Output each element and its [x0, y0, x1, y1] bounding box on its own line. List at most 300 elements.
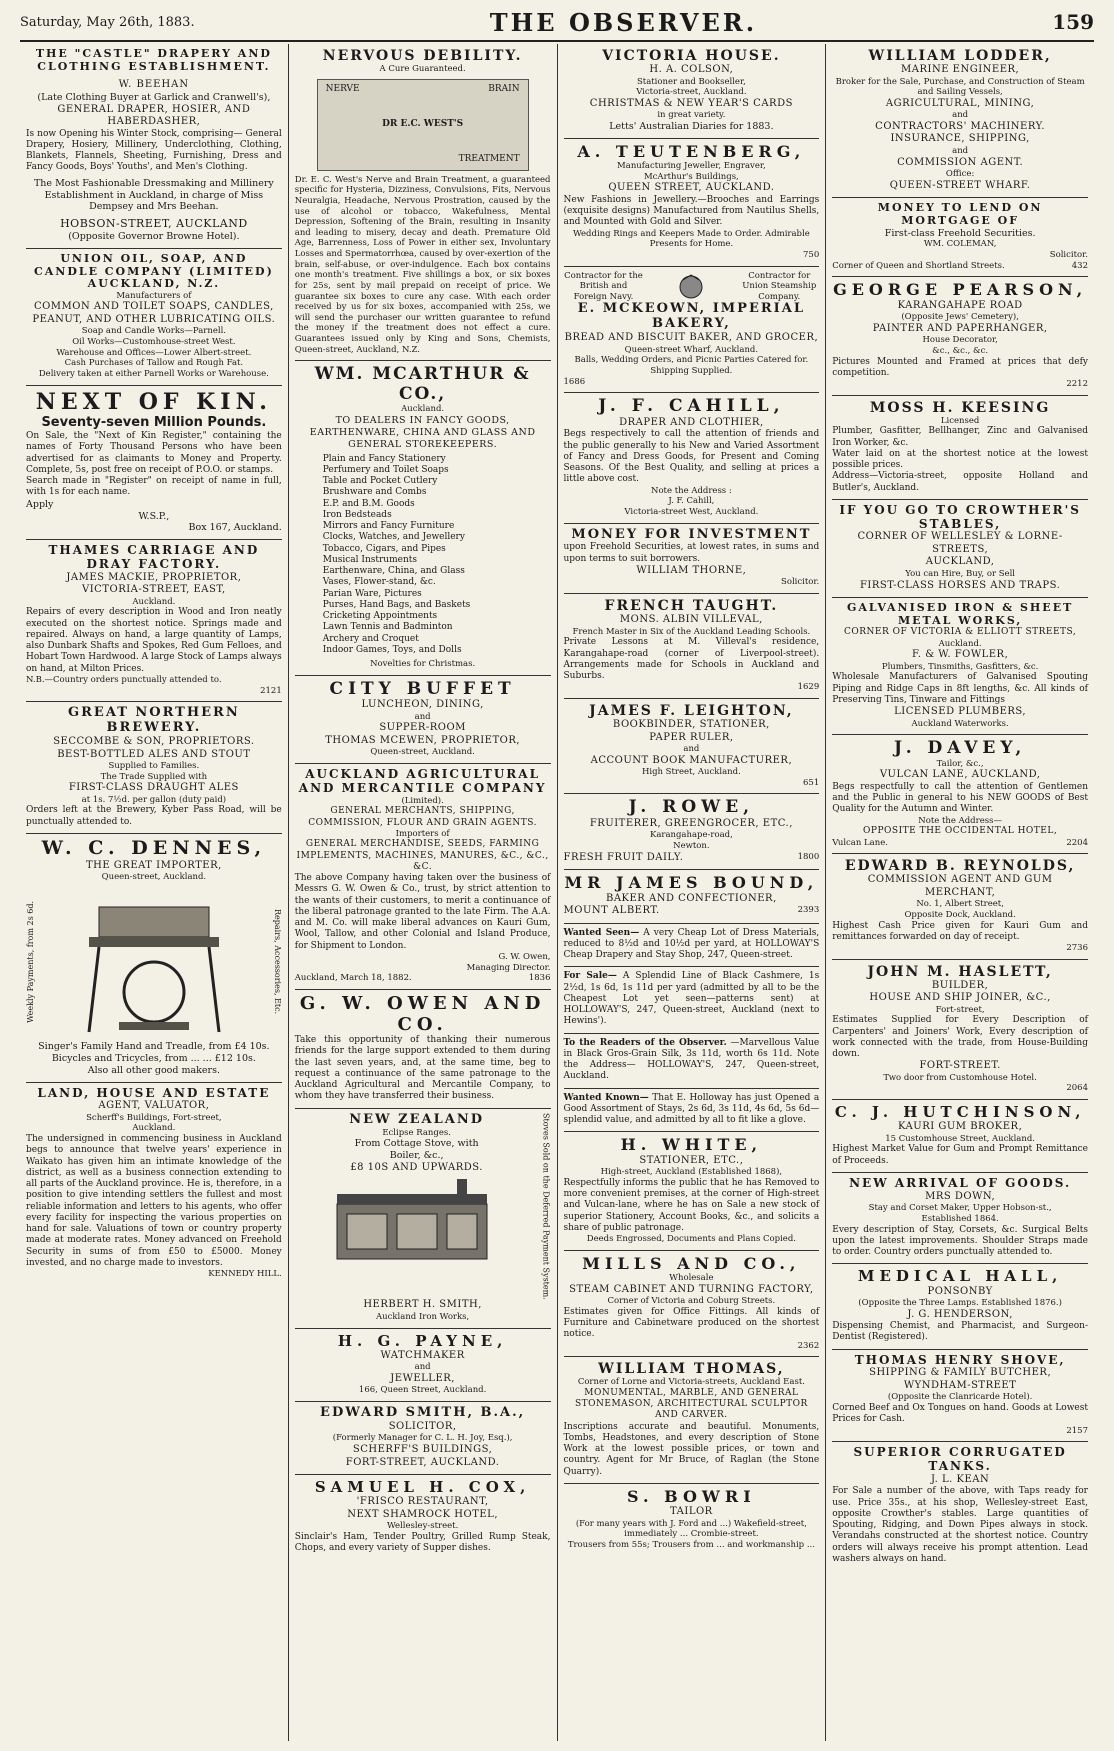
- ad-heading: THAMES CARRIAGE AND DRAY FACTORY.: [48, 543, 260, 572]
- ad-heading: WILLIAM LODDER,: [868, 48, 1052, 64]
- ad-wanted-seen: [564, 924, 820, 968]
- ad-body: Highest Market Value for Gum and Prompt Remittance of Proceeds.: [832, 1144, 1088, 1166]
- list-item: Musical Instruments: [322, 554, 417, 565]
- ad-line: (Opposite Jews' Cemetery),: [901, 312, 1019, 323]
- ad-line: TO DEALERS IN FANCY GOODS, EARTHENWARE, CHINA AND GLASS AND GENERAL STOREKEEPERS.: [309, 415, 536, 450]
- column-2: [289, 44, 558, 1741]
- ad-line: Tailor, &c.,: [936, 758, 984, 769]
- ad-subheading: A Cure Guaranteed.: [379, 64, 466, 75]
- ad-line: Manufacturing Jeweller, Engraver,: [617, 161, 766, 172]
- ad-moss-keesing: [832, 396, 1088, 500]
- ad-line: and: [952, 110, 969, 121]
- contract-note-right: Contractor for Union Steamship Company.: [742, 270, 817, 302]
- ad-line: F. & W. FOWLER,: [911, 649, 1009, 661]
- ad-eclipse-ranges: [295, 1109, 551, 1329]
- ad-line: BAKER AND CONFECTIONER,: [605, 892, 777, 904]
- goods-list: [295, 454, 551, 657]
- ad-heading: Wanted Known—: [563, 1092, 649, 1103]
- ad-for-sale: [564, 967, 820, 1033]
- ad-medical-hall: [832, 1264, 1088, 1349]
- ad-number: 2121: [260, 685, 282, 696]
- ad-line: TAILOR: [670, 1506, 713, 1518]
- issue-date: Saturday, May 26th, 1883.: [20, 14, 195, 30]
- ad-line: and: [414, 1362, 431, 1373]
- page-number: 159: [1052, 10, 1094, 34]
- nerve-brain-illustration: [317, 79, 529, 171]
- ad-line: 15 Customhouse Street, Auckland.: [885, 1133, 1035, 1144]
- ad-heading: J. F. CAHILL,: [598, 396, 785, 417]
- ad-line: Wellesley-street.: [386, 1521, 459, 1532]
- ad-heading: G. W. OWEN AND CO.: [299, 992, 546, 1035]
- ad-line: GENERAL MERCHANTS, SHIPPING, COMMISSION, FLOUR AND GRAIN AGENTS.: [308, 806, 537, 828]
- illustration-label: BRAIN: [488, 83, 520, 94]
- side-text-left: Weekly Payments, from 2s 6d.: [26, 900, 35, 1023]
- ad-heading: IF YOU GO TO CROWTHER'S STABLES,: [839, 502, 1081, 531]
- ad-line: JEWELLER,: [390, 1372, 455, 1384]
- ad-date: Auckland, March 18, 1882.: [294, 973, 412, 984]
- ad-line: STEAM CABINET AND TURNING FACTORY,: [569, 1283, 814, 1295]
- ad-line: (Limited).: [401, 795, 444, 806]
- ad-auckland-agricultural: [295, 764, 551, 990]
- ad-line: Established 1864.: [921, 1213, 999, 1224]
- ad-fowler-metal-works: [832, 598, 1088, 735]
- ad-body: The above Company having taken over the business of Messrs G. W. Owen & Co., trust, by strict attention to the wants of their customers, to merit a continuance of the liberal patronage granted to the late Firm. The A.A. and M. Co. will make liberal advances on Kauri Gum, Wool, Tallow, and other Colonial and Island Produce, for Shipment to London.: [294, 873, 551, 951]
- columns: [20, 44, 1094, 1741]
- ad-line: 'FRISCO RESTAURANT,: [356, 1496, 489, 1508]
- ad-line: Balls, Wedding Orders, and Picnic Parties Catered for. Shipping Supplied.: [574, 355, 809, 377]
- list-item: Brushware and Combs: [322, 487, 427, 498]
- ad-body: A very Cheap Lot of Dress Materials, reduced to 8½d and 10½d per yard, at HOLLOWAY'S Cheap Drapery and Stay Shop, 247, Queen-street.: [563, 927, 820, 961]
- ad-line: STATIONER, ETC.,: [639, 1154, 744, 1166]
- ad-line: CORNER OF VICTORIA & ELLIOTT STREETS,: [843, 627, 1077, 638]
- list-item: Tobacco, Cigars, and Pipes: [322, 543, 446, 554]
- ad-body: New Fashions in Jewellery.—Brooches and Earrings (exquisite designs) Manufactured from Nautilus Shells, and Mounted with Gold and Silver.: [563, 194, 820, 228]
- ad-heading: GREAT NORTHERN BREWERY.: [68, 705, 240, 736]
- ad-body: Take this opportunity of thanking their numerous friends for the large support extended to them during the last seven years, and, at the same time, beg to request a continuance of the same patronage to the Auckland Agricultural and Mercantile Company, to whom they have transferred their business.: [294, 1035, 551, 1102]
- ad-line: SECCOMBE & SON, PROPRIETORS.: [53, 736, 255, 748]
- ad-line: Trousers from 55s; Trousers from ... and workmanship ...: [567, 1540, 815, 1551]
- ad-body: Begs respectfully to call the attention of Gentlemen and the Public in general to his NEW GOODS of Best Quality for the Autumn and Winter.: [832, 781, 1088, 815]
- ad-to-readers: [564, 1034, 820, 1089]
- ad-line: J. G. HENDERSON,: [907, 1308, 1013, 1320]
- ad-heading: THOMAS HENRY SHOVE,: [854, 1352, 1066, 1367]
- ad-line: AGENT, VALUATOR,: [98, 1100, 210, 1112]
- ad-line: and: [683, 744, 700, 755]
- ad-line: Licensed: [940, 415, 980, 426]
- ad-number: 1686: [563, 376, 586, 387]
- ad-line: Note the Address—: [918, 815, 1002, 826]
- ad-heading: MONEY FOR INVESTMENT: [571, 526, 812, 542]
- ad-george-pearson: [832, 277, 1088, 395]
- list-item: Plain and Fancy Stationery: [322, 453, 446, 464]
- ad-mckeown-bakery: [564, 267, 820, 394]
- ad-line: Singer's Family Hand and Treadle, from £4 10s.: [38, 1040, 270, 1052]
- ad-union-oil: [26, 249, 282, 386]
- ad-line: Opposite Dock, Auckland.: [904, 909, 1016, 920]
- ad-rowe: [564, 794, 820, 870]
- ad-line: Letts' Australian Diaries for 1883.: [609, 120, 774, 132]
- ad-line: You can Hire, Buy, or Sell: [905, 568, 1016, 579]
- ad-mcarthur: [295, 361, 551, 675]
- ad-name: W. BEEHAN: [118, 79, 190, 91]
- ad-number: 1629: [797, 682, 820, 693]
- ad-body: Repairs of every description in Wood and Iron neatly executed on the shortest notice. Springs made and repaired. Always on hand, a large quantity of Lamps, also Dunbark Shafts and Spokes, Red Gum Felloes, and Hobart Town Hardwood. A large Stock of Lamps always on hand, at Milton Prices.: [26, 607, 282, 674]
- ad-line: LICENSED PLUMBERS,: [894, 706, 1027, 718]
- ad-line: NEXT SHAMROCK HOTEL,: [347, 1508, 499, 1520]
- ad-william-lodder: [832, 44, 1088, 198]
- ad-number: 1800: [797, 851, 820, 862]
- ad-edward-smith: [295, 1402, 551, 1475]
- ad-john-haslett: [832, 960, 1088, 1100]
- ad-line: OPPOSITE THE OCCIDENTAL HOTEL,: [863, 826, 1058, 837]
- ad-line: J. L. KEAN: [930, 1473, 990, 1485]
- ad-line: Auckland.: [938, 638, 982, 649]
- ad-line: Karangahape-road,: [649, 830, 733, 841]
- ad-mills: [564, 1251, 820, 1358]
- ad-line: Office:: [945, 169, 975, 180]
- ad-number: 2736: [1066, 943, 1088, 953]
- ad-line: (Opposite the Three Lamps. Established 1876.): [858, 1298, 1062, 1309]
- ad-body: Water laid on at the shortest notice at the lowest possible prices.: [832, 448, 1088, 471]
- ad-number: 651: [803, 777, 820, 788]
- ad-body: Inscriptions accurate and beautiful. Monuments, Tombs, Headstones, and every description of Stone Work at the lowest possible prices, or town and country. Agent for Mr Bruce, of Raglan (the Stone Quarry).: [563, 1421, 820, 1477]
- ad-line: ACCOUNT BOOK MANUFACTURER,: [590, 754, 793, 766]
- ad-line: Stationer and Bookseller,: [636, 76, 746, 87]
- ad-line: FORT-STREET, AUCKLAND.: [345, 1456, 500, 1468]
- ad-body: Sinclair's Ham, Tender Poultry, Grilled Rump Steak, Chops, and every variety of Supper dishes.: [294, 1531, 551, 1554]
- ad-number: 1836: [528, 973, 551, 984]
- ad-line: Auckland.: [132, 1123, 176, 1134]
- ad-line: Plumbers, Tinsmiths, Gasfitters, &c.: [881, 661, 1039, 672]
- ad-line: FORT-STREET.: [919, 1060, 1001, 1072]
- ad-edward-reynolds: [832, 854, 1088, 959]
- ad-line: Supplied to Families.: [108, 761, 200, 772]
- ad-line: FRUITERER, GREENGROCER, ETC.,: [589, 817, 793, 829]
- ad-body: On Sale, the "Next of Kin Register," containing the names of Forty Thousand Persons who have been advertised for as claimants to Money and Property. Complete, 5s, post free on receipt of P.O.O. or stamps.: [26, 431, 282, 475]
- ad-line: THOMAS MCEWEN, PROPRIETOR,: [325, 734, 521, 746]
- ad-line: Wholesale: [669, 1273, 714, 1284]
- ad-line: Auckland Iron Works,: [376, 1311, 470, 1322]
- ad-heading: VICTORIA HOUSE.: [602, 48, 781, 64]
- ad-line: SOLICITOR,: [388, 1420, 457, 1432]
- ad-line: and: [952, 145, 969, 156]
- ad-line: WYNDHAM-STREET: [903, 1379, 1017, 1391]
- ad-heading: J. DAVEY,: [893, 738, 1027, 759]
- ad-thames-carriage: [26, 540, 282, 702]
- ad-line: Auckland.: [401, 404, 445, 415]
- ad-line: COMMISSION AGENT.: [897, 156, 1024, 168]
- ad-line: Queen-street, Auckland.: [101, 872, 207, 883]
- ad-body: Dr. E. C. West's Nerve and Brain Treatment, a guaranteed specific for Hysteria, Dizziness, Convulsions, Fits, Nervous Neuralgia, Headache, Nervous Prostration, caused by the use of alcohol or tobacco, Wakefulness, Mental Depression, Softening of the Brain, resulting in Insanity and leading to misery, decay and death. Premature Old Age, Barrenness, Loss of Power in either sex, Involuntary Losses and Spermatorrhœa, caused by over-exertion of the brain, self-abuse, or over-indulgence. Each box contains one month's treatment. Five shillings a box, or six boxes for 25s, sent by mail prepaid on receipt of price. We guarantee six boxes to cure any case. With each order received by us for six boxes, accompanied with 25s, we will send the purchaser our written guarantee to refund the money if the treatment does not effect a cure. Guarantees issued only by King and Sons, Chemists, Queen-street, Auckland, N.Z.: [294, 174, 551, 355]
- ad-line: WM. COLEMAN,: [923, 239, 997, 250]
- ad-payne-watchmaker: [295, 1329, 551, 1403]
- ad-heading: J. ROWE,: [628, 797, 755, 818]
- column-3: [558, 44, 827, 1741]
- ad-line: Box 167, Auckland.: [188, 522, 282, 534]
- list-item: Indoor Games, Toys, and Dolls: [322, 644, 462, 655]
- ad-line: VULCAN LANE, AUCKLAND,: [879, 769, 1041, 781]
- ad-dennes: [26, 834, 282, 1083]
- ad-line: Managing Director.: [466, 962, 551, 973]
- list-item: Parian Ware, Pictures: [322, 588, 422, 599]
- ad-body: upon Freehold Securities, at lowest rates, in sums and upon terms to suit borrowers.: [563, 542, 820, 564]
- ad-heading: Wanted Seen—: [563, 927, 640, 938]
- ad-number: 750: [803, 249, 820, 260]
- ad-line: KAURI GUM BROKER,: [897, 1121, 1023, 1133]
- sewing-machine-illustration: [69, 887, 239, 1037]
- ad-line: FRESH FRUIT DAILY.: [563, 851, 684, 863]
- ad-heading: MONEY TO LEND ON MORTGAGE OF: [877, 201, 1043, 227]
- ad-line: JAMES MACKIE, PROPRIETOR,: [66, 571, 242, 583]
- side-text-right: Repairs, Accessories, Etc.: [272, 909, 282, 1015]
- ad-number: 2393: [797, 905, 820, 916]
- ad-line: Auckland.: [132, 596, 176, 607]
- ad-body: Orders left at the Brewery, Kyber Pass Road, will be punctually attended to.: [26, 805, 282, 827]
- ad-body: Highest Cash Price given for Kauri Gum and remittances forwarded on day of receipt.: [832, 920, 1088, 942]
- ad-line: AUCKLAND,: [925, 556, 995, 568]
- ad-line: SHIPPING & FAMILY BUTCHER,: [869, 1367, 1052, 1379]
- list-item: Cricketing Appointments: [322, 611, 438, 622]
- ad-line: WILLIAM THORNE,: [636, 564, 747, 576]
- ad-line: From Cottage Stove, with: [354, 1138, 479, 1150]
- ad-body: Search made in "Register" on receipt of name in full, with 1s for each name.: [26, 476, 282, 498]
- ad-line: Manufacturers of: [116, 290, 192, 301]
- ad-line: Stay and Corset Maker, Upper Hobson-st.,: [868, 1203, 1052, 1214]
- stove-illustration: [327, 1179, 507, 1269]
- list-item: Archery and Croquet: [322, 633, 419, 644]
- list-item: Lawn Tennis and Badminton: [322, 622, 453, 633]
- ad-line: W.S.P.,: [138, 510, 170, 522]
- ad-body: Private Lessons at M. Villeval's residence, Karangahape-road (corner of Liverpool-street). Arrangements made for Schools in Auckland and Suburbs.: [563, 637, 820, 682]
- ad-j-davey: [832, 735, 1088, 854]
- ad-line: Soap and Candle Works—Parnell.: [81, 326, 226, 337]
- ad-heading: H. WHITE,: [620, 1135, 763, 1155]
- ad-victoria-house: [564, 44, 820, 139]
- ad-line: French Master in Six of the Auckland Leading Schools.: [572, 626, 811, 637]
- ad-line: Fort-street,: [935, 1004, 985, 1015]
- ad-note: The Most Fashionable Dressmaking and Millinery Establishment in Auckland, in charge of Miss Dempsey and Mrs Beehan.: [33, 177, 274, 213]
- ad-body: Plumber, Gasfitter, Bellhanger, Zinc and Galvanised Iron Worker, &c.: [832, 426, 1088, 448]
- ad-line: Cash Purchases of Tallow and Rough Fat.: [64, 358, 244, 369]
- ad-line: Corner of Lorne and Victoria-streets, Auckland East.: [577, 1377, 805, 1388]
- ad-body: Address—Victoria-street, opposite Holland and Butler's, Auckland.: [832, 471, 1088, 493]
- ad-samuel-cox: [295, 1475, 551, 1559]
- column-4: [826, 44, 1094, 1741]
- ad-body: —Marvellous Value in Black Gros-Grain Silk, 3s 11d, worth 6s 11d. Note the Address— HOLLOWAY'S, 247, Queen-street, Auckland.: [563, 1037, 820, 1082]
- ad-james-bound: [564, 870, 820, 923]
- ad-line: Victoria-street, Auckland.: [636, 87, 747, 98]
- ad-heading: W. C. DENNES,: [41, 836, 267, 859]
- ad-body: Is now Opening his Winter Stock, comprising— General Drapery, Hosiery, Millinery, Underclothing, Clothing, Blankets, Flannels, Sheeting, Furnishing, Dress and Fancy Goods, Boys' Youths', and Men's Clothing.: [26, 128, 282, 173]
- ad-line: The Trade Supplied with: [100, 771, 208, 782]
- ad-nervous-debility: [295, 44, 551, 361]
- ad-heading: To the Readers of the Observer.: [563, 1037, 727, 1048]
- ad-body: Estimates given for Office Fittings. All kinds of Furniture and Cabinetware produced on the shortest notice.: [563, 1306, 820, 1340]
- ad-heading: SUPERIOR CORRUGATED TANKS.: [853, 1445, 1067, 1473]
- ad-body: A Splendid Line of Black Cashmere, 1s 2½d, 1s 6d, 1s 11d per yard (admitted by all to be the Cheapest Lot yet seen—patterns sent) at HOLLOWAY'S, 247, Queen-street, Auckland (next to Hewins').: [563, 971, 820, 1027]
- side-text: Stoves Sold on the Deferred Payment System.: [541, 1112, 551, 1300]
- ad-line: PAINTER AND PAPERHANGER,: [872, 322, 1048, 334]
- ad-heading: THE "CASTLE" DRAPERY AND CLOTHING ESTABLISHMENT.: [35, 47, 272, 73]
- ad-line: PAPER RULER,: [649, 731, 734, 743]
- ad-money-investment: [564, 524, 820, 595]
- ad-address: HOBSON-STREET, AUCKLAND: [60, 217, 248, 231]
- ad-leighton: [564, 699, 820, 794]
- ad-body: Corned Beef and Ox Tongues on hand. Goods at Lowest Prices for Cash.: [832, 1403, 1088, 1425]
- ad-line: Bicycles and Tricycles, from ... ... £12 10s.: [51, 1052, 256, 1064]
- ad-land-agent: [26, 1083, 282, 1285]
- ad-line: FIRST-CLASS HORSES AND TRAPS.: [859, 579, 1061, 591]
- ad-heading: C. J. HUTCHINSON,: [834, 1103, 1086, 1122]
- ad-william-thomas: [564, 1357, 820, 1484]
- ad-line: WATCHMAKER: [380, 1349, 465, 1361]
- ad-heading: MEDICAL HALL,: [857, 1267, 1063, 1286]
- ad-heading: NEW ZEALAND: [349, 1111, 485, 1127]
- ad-heading: For Sale—: [563, 971, 617, 982]
- ad-money-to-lend: [832, 198, 1088, 277]
- ad-line: High Street, Auckland.: [641, 767, 741, 778]
- ad-body: Wholesale Manufacturers of Galvanised Spouting Piping and Ridge Caps in 8ft lengths, &c. All kinds of Preserving Tins, Tinware and Fittings: [832, 672, 1088, 705]
- ad-line: MRS DOWN,: [925, 1190, 996, 1202]
- ad-line: (Formerly Manager for C. L. H. Joy, Esq.),: [332, 1433, 513, 1444]
- ad-heading: NEW ARRIVAL OF GOODS.: [849, 1175, 1072, 1190]
- ad-number: 2204: [1066, 837, 1088, 848]
- ad-heading: E. MCKEOWN, IMPERIAL BAKERY,: [577, 301, 805, 332]
- list-item: E.P. and B.M. Goods: [322, 498, 415, 509]
- newspaper-title: THE OBSERVER.: [489, 7, 758, 37]
- ad-body: Dispensing Chemist, and Pharmacist, and Surgeon-Dentist (Registered).: [832, 1321, 1088, 1343]
- illustration-label: DR E.C. WEST'S: [382, 119, 464, 130]
- illustration-label: NERVE: [325, 83, 360, 94]
- list-item: Purses, Hand Bags, and Baskets: [322, 599, 471, 610]
- ad-castle-drapery: [26, 44, 282, 249]
- ad-line: KARANGAHAPE ROAD: [897, 299, 1023, 311]
- ad-body: Pictures Mounted and Framed at prices that defy competition.: [832, 356, 1088, 378]
- ad-line: (Opposite the Clanricarde Hotel).: [887, 1392, 1033, 1403]
- ad-line: MOUNT ALBERT.: [563, 905, 660, 917]
- ad-line: GENERAL MERCHANDISE, SEEDS, FARMING IMPLEMENTS, MACHINES, MANURES, &C., &C., &C.: [296, 839, 549, 872]
- ad-line: No. 1, Albert Street,: [916, 899, 1004, 910]
- ad-line: BUILDER,: [931, 979, 989, 991]
- ad-line: MONUMENTAL, MARBLE, AND GENERAL STONEMASON, ARCHITECTURAL SCULPTOR AND CARVER.: [574, 1387, 808, 1421]
- ad-body: For Sale a number of the above, with Taps ready for use. Price 35s., at his shop, Wellesley-street East, opposite Crowther's stables. Large quantities of Spouting, Ridging, and Down Pipes always in stock. Verandahs constructed at the shortest notice. Country orders will always receive his prompt attention. Lead washers always on hand.: [832, 1486, 1088, 1564]
- ad-line: BREAD AND BISCUIT BAKER, AND GROCER,: [564, 332, 819, 344]
- ad-line: COMMISSION AGENT AND GUM MERCHANT,: [867, 874, 1053, 898]
- ad-heading: FRENCH TAUGHT.: [604, 598, 779, 615]
- ad-line: LUNCHEON, DINING,: [361, 699, 484, 711]
- ad-line: Eclipse Ranges.: [382, 1127, 451, 1138]
- ad-line: Two door from Customhouse Hotel.: [883, 1072, 1037, 1083]
- ad-heading: EDWARD SMITH, B.A.,: [320, 1405, 526, 1421]
- ad-line: MONS. ALBIN VILLEVAL,: [619, 614, 763, 626]
- ad-heading: MILLS AND CO.,: [582, 1253, 801, 1273]
- ad-number: 2157: [1066, 1425, 1088, 1436]
- ad-heading: GEORGE PEARSON,: [833, 280, 1088, 300]
- list-item: Perfumery and Toilet Soaps: [322, 464, 449, 475]
- ad-line: Delivery taken at either Parnell Works or Warehouse.: [38, 368, 269, 379]
- ad-line: Auckland Waterworks.: [911, 718, 1009, 729]
- ad-heading: SAMUEL H. COX,: [314, 1478, 531, 1497]
- ad-line: BOOKBINDER, STATIONER,: [612, 719, 770, 731]
- ad-number: 2362: [797, 1340, 820, 1351]
- list-item: Clocks, Watches, and Jewellery: [322, 532, 465, 543]
- ad-line: HERBERT H. SMITH,: [363, 1299, 482, 1311]
- ad-line: (Late Clothing Buyer at Garlick and Cranwell's),: [37, 91, 271, 103]
- ad-heading: JAMES F. LEIGHTON,: [589, 702, 794, 719]
- list-item: Table and Pocket Cutlery: [322, 476, 438, 487]
- masthead: [20, 4, 1094, 42]
- ad-line: at 1s. 7½d. per gallon (duty paid): [81, 794, 227, 805]
- ad-line: CONTRACTORS' MACHINERY.: [875, 120, 1046, 132]
- ad-line: PONSONBY: [927, 1285, 993, 1297]
- ad-heading: H. G. PAYNE,: [337, 1331, 508, 1350]
- ad-line: COMMON AND TOILET SOAPS, CANDLES, PEANUT, AND OTHER LUBRICATING OILS.: [32, 301, 276, 325]
- ad-line: H. A. COLSON,: [649, 64, 734, 76]
- list-item: Vases, Flower-stand, &c.: [322, 577, 436, 588]
- ad-heading: NERVOUS DEBILITY.: [322, 48, 523, 64]
- ad-line: HOUSE AND SHIP JOINER, &C.,: [869, 992, 1051, 1004]
- ad-heading: JOHN M. HASLETT,: [867, 963, 1053, 980]
- ad-line: High-street, Auckland (Established 1868),: [600, 1167, 783, 1178]
- list-item: Mirrors and Fancy Furniture: [322, 521, 455, 532]
- ad-city-buffet: [295, 676, 551, 764]
- ad-line: Broker for the Sale, Purchase, and Construction of Steam and Sailing Vessels,: [835, 76, 1085, 98]
- ad-line: INSURANCE, SHIPPING,: [890, 133, 1030, 145]
- ad-line: 166, Queen Street, Auckland.: [358, 1385, 487, 1396]
- ad-gw-owen: [295, 990, 551, 1109]
- ad-line: QUEEN STREET, AUCKLAND.: [608, 182, 775, 194]
- ad-line: Corner of Queen and Shortland Streets.: [832, 260, 1005, 271]
- ad-heading: S. BOWRI: [627, 1486, 756, 1506]
- ad-signature: KENNEDY HILL.: [208, 1269, 282, 1280]
- contract-note-left: Contractor for the British and Foreign Navy.: [564, 270, 643, 302]
- ad-heading: CITY BUFFET: [329, 678, 516, 699]
- ad-body: The undersigned in commencing business in Auckland begs to announce that twelve years' experience in Waikato has given him an intimate knowledge of the district, as well as a business connection extending to all parts of the Auckland province. He is, therefore, in a position to give intending settlers the fullest and most reliable information and letters to his agents, who offer every facility for inspecting the various properties on hand for sale. Valuations of town or country property made at moderate rates. Money advanced on Freehold Security in sums of from £50 to £5000. Money invested, and no charge made to investors.: [26, 1134, 282, 1268]
- ad-line: McArthur's Buildings,: [643, 171, 739, 182]
- ad-line: Victoria-street West, Auckland.: [624, 506, 759, 517]
- ad-line: Vulcan Lane.: [832, 837, 888, 848]
- ad-line: VICTORIA-STREET, EAST,: [82, 584, 226, 596]
- ad-line: House Decorator,: [922, 335, 998, 346]
- ad-cahill: [564, 393, 820, 523]
- ad-line: Also all other good makers.: [87, 1064, 220, 1076]
- ad-line: Apply: [26, 498, 54, 510]
- ad-line: Note the Address :: [651, 485, 732, 496]
- ad-line: QUEEN-STREET WHARF.: [889, 179, 1031, 191]
- ad-crowther-stables: [832, 500, 1088, 598]
- ad-line: Oil Works—Customhouse-street West.: [72, 337, 236, 348]
- ad-heading: NEXT OF KIN.: [35, 388, 272, 415]
- ad-hutchinson: [832, 1100, 1088, 1173]
- ad-body: Begs respectively to call the attention of friends and the public generally to his New and Varied Assortment of Fancy and Dress Goods, for Present and Coming Seasons. Of the Best Quality, and selling at prices a little above cost.: [563, 429, 820, 485]
- ad-heading: GALVANISED IRON & SHEET METAL WORKS,: [846, 601, 1074, 627]
- ad-line: Queen-street Wharf, Auckland.: [624, 344, 759, 355]
- ad-line: N.B.—Country orders punctually attended to.: [26, 674, 222, 685]
- ad-line: Wedding Rings and Keepers Made to Order. Admirable Presents for Home.: [572, 228, 810, 250]
- ad-line: Importers of: [395, 828, 450, 839]
- ad-new-arrival: [832, 1173, 1088, 1264]
- ad-line: (Opposite Governor Browne Hotel).: [68, 231, 240, 243]
- ad-line: £8 10S AND UPWARDS.: [350, 1162, 483, 1174]
- ad-line: AGRICULTURAL, MINING,: [885, 97, 1035, 109]
- list-item: Earthenware, China, and Glass: [322, 566, 465, 577]
- ad-heading: LAND, HOUSE AND ESTATE: [37, 1085, 271, 1100]
- ad-line: FIRST-CLASS DRAUGHT ALES: [68, 782, 239, 794]
- ad-number: 2064: [1066, 1083, 1088, 1094]
- ad-teutenberg: [564, 139, 820, 267]
- ad-heading: MOSS H. KEESING: [869, 399, 1051, 416]
- ad-line: BEST-BOTTLED ALES AND STOUT: [57, 748, 251, 760]
